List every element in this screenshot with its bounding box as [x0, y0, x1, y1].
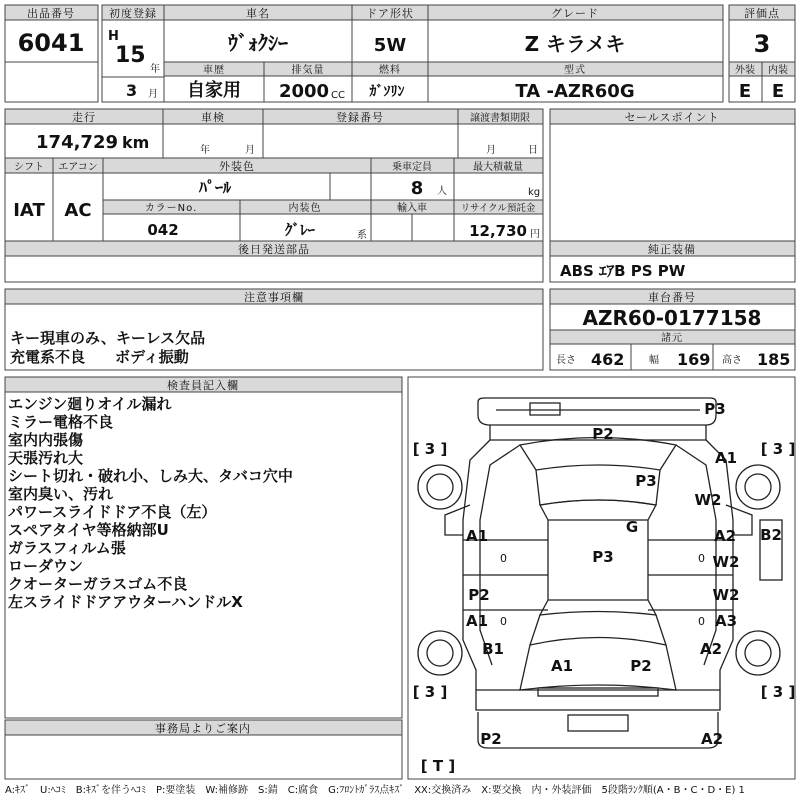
damage-mark: 0	[698, 615, 705, 628]
insp-year-unit: 年	[200, 145, 210, 156]
reg-year-value: 15	[115, 43, 146, 68]
chassis-block	[550, 289, 795, 370]
transfer-day-unit: 日	[528, 145, 538, 156]
damage-mark: W2	[712, 586, 740, 604]
aircon-value: AC	[64, 200, 92, 221]
int-color-value: ｸﾞﾚｰ	[284, 221, 316, 239]
caution-block	[5, 289, 543, 370]
era-value: H	[108, 29, 119, 44]
model-code-label: 型式	[564, 65, 586, 76]
kg-unit: kg	[528, 187, 541, 198]
door-label: ドア形状	[366, 7, 414, 20]
lot-no-label: 出品番号	[27, 7, 75, 20]
capacity-value: 8	[410, 178, 424, 199]
specs-label: 諸元	[661, 333, 683, 344]
inspector-note: スペアタイヤ等格納部U	[8, 521, 169, 539]
car-name-value: ｳﾞｫｸｼｰ	[228, 31, 288, 55]
height-value: 185	[757, 350, 791, 369]
spare-tire-bracket-mark: [ T ]	[420, 757, 456, 775]
damage-mark: P3	[704, 400, 726, 418]
inspector-note: 左スライドドアアウターハンドルX	[8, 593, 243, 611]
damage-mark: A2	[699, 640, 723, 658]
shift-value: IAT	[13, 200, 45, 221]
header-block	[5, 5, 795, 102]
damage-mark: A3	[714, 612, 738, 630]
inspector-note: ガラスフィルム張	[8, 539, 126, 557]
inspection-label: 車検	[201, 111, 225, 124]
grade-value: Z キラメキ	[524, 32, 626, 56]
damage-mark: A1	[465, 612, 489, 630]
reg-no-label: 登録番号	[336, 111, 384, 124]
damage-mark: P3	[635, 472, 657, 490]
damage-mark: W2	[694, 491, 722, 509]
interior-label: 内装	[768, 65, 788, 76]
shift-label: シフト	[14, 162, 44, 173]
color-no-label: カラーNo.	[144, 203, 198, 214]
aircon-label: エアコン	[58, 162, 98, 173]
fuel-value: ｶﾞｿﾘﾝ	[369, 84, 405, 100]
fuel-label: 燃料	[379, 65, 401, 76]
first-reg-label: 初度登録	[109, 7, 157, 20]
lot-no-value: 6041	[17, 29, 85, 57]
interior-grade-value: E	[771, 81, 785, 102]
damage-mark: 0	[698, 552, 705, 565]
tire-bracket-mark: [ 3 ]	[760, 683, 796, 701]
yen-unit: 円	[530, 229, 540, 240]
score-value: 3	[753, 30, 771, 58]
chassis-label: 車台番号	[648, 291, 696, 304]
month-unit: 月	[148, 89, 158, 100]
inspector-note: ミラー電格不良	[8, 413, 114, 431]
chassis-value: AZR60-0177158	[582, 306, 762, 330]
inspector-note: エンジン廻りオイル漏れ	[8, 395, 172, 413]
damage-mark: 0	[500, 615, 507, 628]
score-label: 評価点	[744, 7, 780, 20]
damage-mark: P3	[592, 548, 614, 566]
length-label: 長さ	[556, 355, 576, 366]
capacity-label: 乗車定員	[392, 162, 432, 173]
damage-mark: A1	[465, 527, 489, 545]
displacement-label: 排気量	[291, 65, 325, 76]
int-color-label: 内装色	[288, 203, 322, 214]
caution-label: 注意事項欄	[244, 291, 304, 304]
damage-mark: P2	[630, 657, 652, 675]
color-no-value: 042	[147, 221, 179, 239]
ext-color-label: 外装色	[219, 160, 255, 173]
inspector-note: 天張汚れ大	[8, 449, 84, 467]
tire-bracket-mark: [ 3 ]	[412, 683, 448, 701]
damage-mark: P2	[480, 730, 502, 748]
tire-bracket-mark: [ 3 ]	[760, 440, 796, 458]
reg-month-value: 3	[126, 81, 138, 100]
import-label: 輸入車	[397, 203, 427, 214]
car-diagram	[408, 377, 795, 779]
genuine-value: ABS ｴｱB PS PW	[560, 262, 686, 280]
inspector-block	[5, 377, 402, 779]
damage-mark: G	[625, 518, 639, 536]
inspector-note: クオーターガラスゴム不良	[8, 575, 188, 593]
damage-mark: A2	[700, 730, 724, 748]
inspector-note: シート切れ・破れ小、しみ大、タバコ穴中	[8, 467, 293, 485]
transfer-doc-label: 譲渡書類期限	[470, 113, 530, 124]
damage-mark: B1	[482, 640, 504, 658]
damage-mark: A2	[713, 527, 737, 545]
office-label: 事務局よりご案内	[155, 722, 251, 735]
legend-text: A:ｷｽﾞ U:ﾍｺﾐ B:ｷｽﾞを伴うﾍｺﾐ P:要塗装 W:補修跡 S:錆 C:腐食 G:ﾌﾛﾝﾄｶﾞﾗｽ点ｷｽﾞ XX:交換済み X:要交換 内・外装評価 5段階ﾗﾝｸ順(A・B・C・D・E) 1	[5, 785, 745, 796]
damage-mark: 0	[500, 552, 507, 565]
car-name-label: 車名	[246, 7, 270, 20]
width-value: 169	[677, 350, 711, 369]
ext-color-value: ﾊﾟｰﾙ	[198, 178, 232, 197]
inspector-label: 検査員記入欄	[167, 379, 239, 392]
damage-mark: A1	[550, 657, 574, 675]
damage-mark: P2	[592, 425, 614, 443]
damage-mark: P2	[468, 586, 490, 604]
kei-unit: 系	[357, 230, 367, 241]
inspector-note: パワースライドドア不良（左）	[8, 503, 217, 521]
recycle-label: リサイクル預託金	[460, 203, 536, 214]
mileage-label: 走行	[72, 111, 96, 124]
damage-mark: A1	[714, 449, 738, 467]
cc-unit: CC	[331, 90, 345, 101]
later-parts-label: 後日発送部品	[238, 243, 310, 256]
exterior-label: 外装	[735, 65, 755, 76]
displacement-value: 2000	[278, 81, 330, 102]
caution-note: 充電系不良 ボディ振動	[10, 348, 189, 366]
insp-month-unit: 月	[245, 145, 255, 156]
history-value: 自家用	[187, 80, 241, 101]
caution-note: キー現車のみ、キーレス欠品	[10, 329, 206, 347]
mileage-value: 174,729	[36, 132, 118, 153]
damage-mark: B2	[760, 526, 782, 544]
door-value: 5W	[373, 35, 407, 56]
sales-block	[550, 109, 795, 282]
person-unit: 人	[437, 186, 447, 197]
recycle-value: 12,730	[469, 222, 527, 240]
history-label: 車歴	[203, 65, 225, 76]
width-label: 幅	[649, 355, 659, 366]
km-unit: km	[122, 133, 150, 152]
model-code-value: TA -AZR60G	[515, 81, 635, 102]
inspector-note: 室内内張傷	[8, 431, 84, 449]
inspector-note: 室内臭い、汚れ	[8, 485, 114, 503]
details-block	[5, 109, 543, 282]
grade-label: グレード	[551, 7, 599, 20]
max-load-label: 最大積載量	[473, 162, 523, 173]
damage-mark: W2	[712, 553, 740, 571]
exterior-grade-value: E	[738, 81, 752, 102]
year-unit: 年	[150, 64, 160, 75]
inspector-note: ローダウン	[8, 557, 84, 575]
genuine-label: 純正装備	[648, 243, 696, 256]
sales-point-label: セールスポイント	[624, 111, 720, 124]
transfer-month-unit: 月	[486, 145, 496, 156]
length-value: 462	[591, 350, 625, 369]
tire-bracket-mark: [ 3 ]	[412, 440, 448, 458]
height-label: 高さ	[722, 355, 742, 366]
